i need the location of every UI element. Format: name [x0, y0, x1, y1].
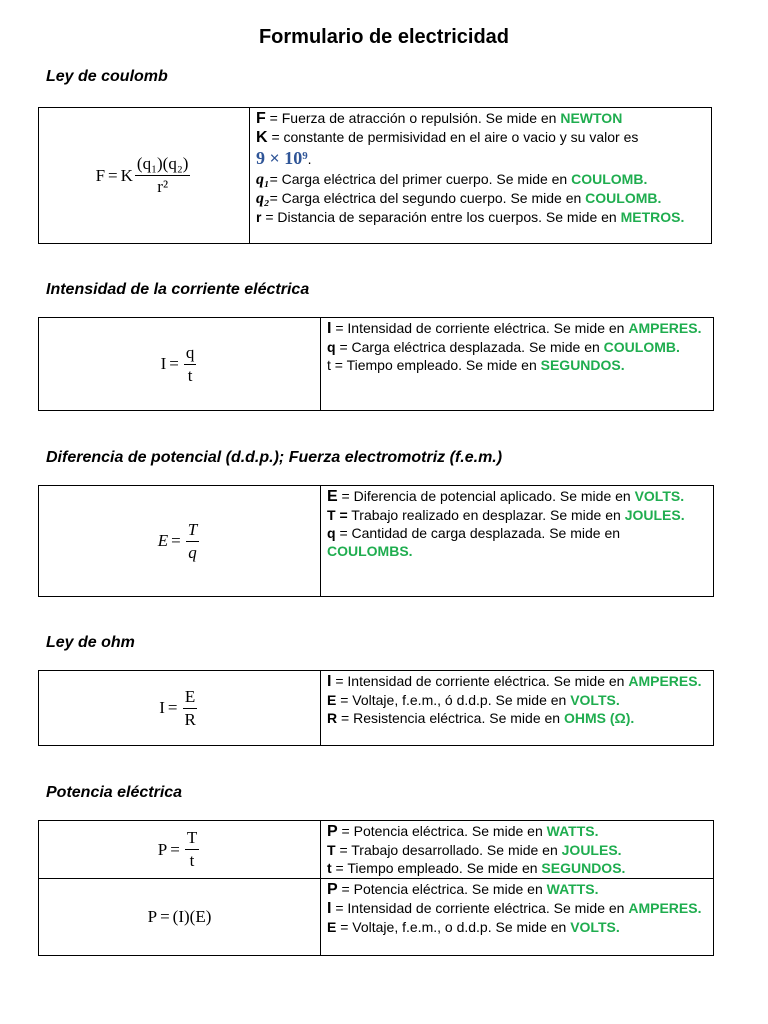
ddp-formula: E = $\frac{T}{q}$: [39, 486, 321, 597]
ddp-table: [38, 485, 714, 597]
potencia-table: [38, 820, 714, 956]
heading-potencia-electrica: Potencia eléctrica: [46, 784, 183, 801]
ohm-formula: I = $\frac{E}{R}$: [39, 671, 321, 746]
heading-ley-de-coulomb: Ley de coulomb: [46, 68, 168, 85]
page-title: Formulario de electricidad: [258, 26, 510, 48]
ohm-description: I = Intensidad de corriente eléctrica. Se mide en AMPERES. E = Voltaje, f.e.m., ó d.d.p. Se mide en VOLTS. R = Resistencia eléctrica. Se mide en OHMS (Ω).: [321, 671, 714, 746]
potencia-description-2: P = Potencia eléctrica. Se mide en WATTS. I = Intensidad de corriente eléctrica. Se mide en AMPERES. E = Voltaje, f.e.m., o d.d.p. Se mide en VOLTS.: [321, 879, 714, 956]
intensidad-formula: I = $\frac{q}{t}$: [39, 318, 321, 411]
ddp-description: E = Diferencia de potencial aplicado. Se mide en VOLTS. T = Trabajo realizado en desplazar. Se mide en JOULES. q = Cantidad de carga desplazada. Se mide en COULOMBS.: [321, 486, 714, 597]
coulomb-description: F = Fuerza de atracción o repulsión. Se mide en NEWTON K = constante de permisividad en el aire o vacio y su valor es 9 × 10⁹. q₁= Carga eléctrica del primer cuerpo. Se mide en COULOMB. q₂= Carga eléctrica del segundo cuerpo. Se mide en COULOMB. r = Distancia de separación entre los cuerpos. Se mide en METROS.: [250, 108, 712, 244]
coulomb-table: [38, 107, 712, 244]
intensidad-table: [38, 317, 714, 411]
heading-diferencia-de-potencial: Diferencia de potencial (d.d.p.); Fuerza electromotriz (f.e.m.): [46, 449, 503, 466]
potencia-formula-1: P = $\frac{T}{t}$: [39, 821, 321, 879]
coulomb-formula: F = K $\frac{\text{(q₁)(q₂)}}{\text{r²}}$: [39, 108, 250, 244]
heading-ley-de-ohm: Ley de ohm: [46, 634, 135, 651]
intensidad-description: I = Intensidad de corriente eléctrica. Se mide en AMPERES. q = Carga eléctrica desplazada. Se mide en COULOMB. t = Tiempo empleado. Se mide en SEGUNDOS.: [321, 318, 714, 411]
potencia-description-1: P = Potencia eléctrica. Se mide en WATTS. T = Trabajo desarrollado. Se mide en JOULES. t = Tiempo empleado. Se mide en SEGUNDOS.: [321, 821, 714, 879]
permittivity-constant: 9 × 10⁹: [256, 148, 308, 168]
heading-intensidad: Intensidad de la corriente eléctrica: [46, 281, 310, 298]
ohm-table: [38, 670, 714, 746]
potencia-formula-2: P = (I)(E): [39, 879, 321, 956]
